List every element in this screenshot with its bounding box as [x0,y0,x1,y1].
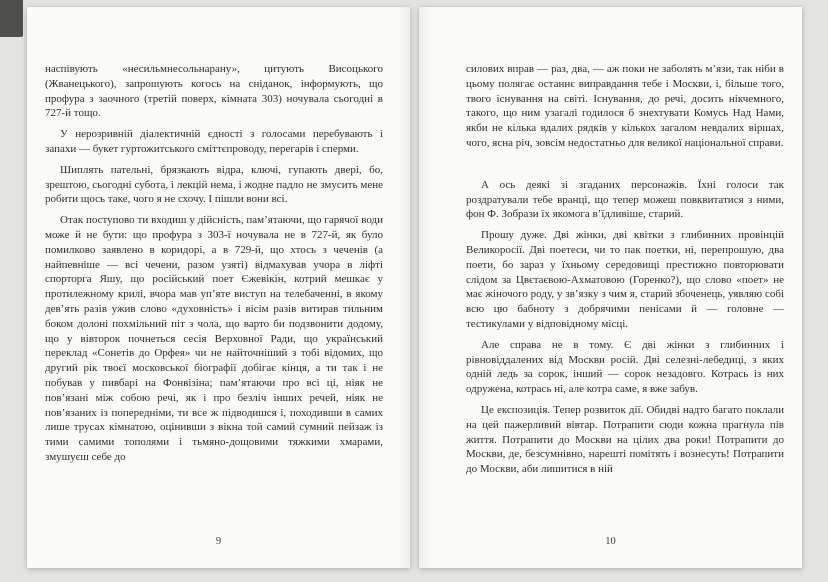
page-number-right: 10 [605,536,616,547]
screen-corner-artifact [0,0,23,37]
book-spread [27,7,802,568]
paragraph: Шиплять пательні, брязкають відра, ключі, гупають двері, бо, зрештою, сьогодні субота, і лекцій нема, і жодне падло не змусить мене робити щось таке, чого я не схочу. І пішли вони всі. [45,163,383,206]
page-left[interactable] [27,7,410,568]
paragraph: Це експозиція. Тепер розвиток дії. Обидві надто багато поклали на цей пажерливий вівтар. Потрапити сюди кожна прагнула пів життя. Потрапити до Москви на цілих два роки! Потрапити до Москви, де, безсумнівно, нарешті помітять і вознесуть! Потрапити до Москви, аби лишитися в ній [466,403,784,476]
paragraph: Прошу дуже. Дві жінки, дві квітки з глибинних провінцій Великоросії. Дві поетеси, чи то пак поетки, ні, перепрошую, два поети, бо зараз у їхньому середовищі престижно повторювати слідом за Цвєтаєвою-Ахматовою (Горенко?), що слово «поет» не має жіночого роду, у зв’язку з чим я, старий збоченець, уявляю собі всю цю бабноту з добрячими пенісами й — головне — тестикулами у відповідному місці. [466,229,784,330]
paragraph: силових вправ — раз, два, — аж поки не заболять м’язи, так ніби в цьому полягає останнє виправдання тебе і Москви, і, більше того, твого існування на світі. Існування, до речі, досить нікчемного, такого, що ним узагалі годилося б знехтувати Комусь Над Нами, якби не кілька вдалих рядків у кількох загалом невдалих віршах, чого, ясна річ, зовсім недостатньо для великої національної справи. [466,63,784,149]
paragraph: Але справа не в тому. Є дві жінки з глибинних і рівновіддалених від Москви росій. Дві селезні-лебедиці, з яких одній ледь за сорок, інший — сорок незадовго. Котрась із них одружена, котрась ні, але котра саме, я вже забув. [466,338,784,396]
paragraph: Отак поступово ти входиш у дійсність, пам’ятаючи, що гарячої води може й не бути: що профура з 303-ї ночувала не в 727-й, як було помилково заявлено в коридорі, а в 729-й, що хтось з чеченів (а найпевніше — всі чечени, разом узяті) відмахував учора в ліфті спорторга Яшу, що російський поет Єжевікін, котрий мешкає у протилежному крилі, вчора мав уп’яте виступ на телебаченні, в якому дев’ять разів ужив слово «духовність» і вісім разів витирав тильним боком долоні похмільний піт з чола, що варто би подзвонити додому, що у вівторок почнеться сесія Верховної Ради, що український переклад «Сонетів до Орфея» чи не найточніший з тобі відомих, що другий рік твоєї московської біографії добігає кінця, а ти так і не побував у пивбарі на Фонвізіна; пам’ятаючи про всі ці, ніяк не пов’язані між собою речі, як і про безліч інших речей, ніяк не пов’язаних із попередніми, ти все ж підводишся і, походивши в самих лише трусах кімнатою, оцінивши з вікна той самий сумний пейзаж із тими самими тополями і тьмяно-дощовими тяжкими хмарами, змушуєш себе до [45,214,383,463]
paragraph: наспівують «несильмнесольнарану», цитують Висоцького (Жванецького), запрошують когось на сніданок, інформують, що профура з заочного (третій поверх, кімната 303) ночувала сьогодні в 727-й тощо. [45,63,383,120]
paragraph: У нерозривній діалектичній єдності з голосами перебувають і запахи — букет гуртожитського сміттєпроводу, перегарів і сперми. [45,128,383,155]
page-number-left: 9 [215,536,222,547]
page-right-text [466,62,784,483]
page-right[interactable] [419,7,802,568]
paragraph: А ось деякі зі згаданих персонажів. Їхні голоси так роздратували тебе вранці, що тепер можеш повквитатися з ними, фон Ф. Зобрази їх якомога в’їдливіше, старий. [466,178,784,221]
page-left-text [45,62,383,471]
